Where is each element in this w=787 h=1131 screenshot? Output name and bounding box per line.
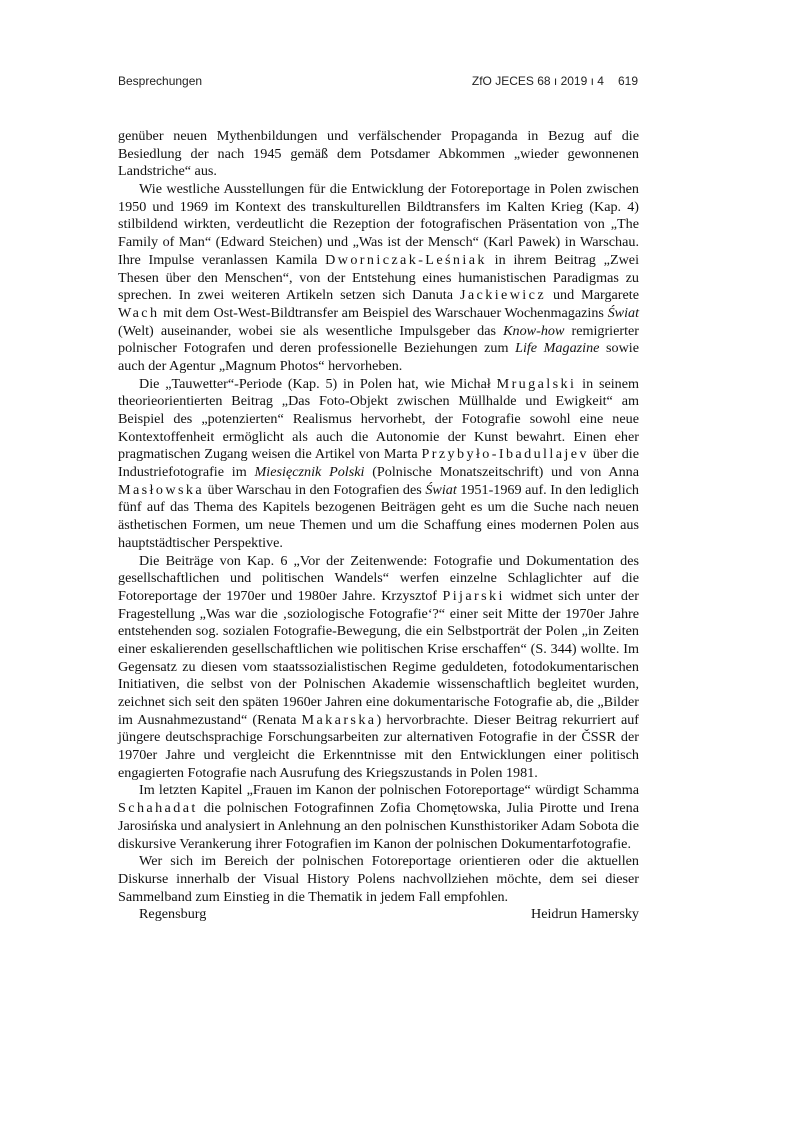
paragraph-3	[118, 376, 639, 553]
signature-author: Heidrun Hamersky	[531, 906, 639, 923]
author-name: Pijarski	[442, 587, 505, 604]
author-name: Przybyło-Ibadullajev	[421, 446, 589, 463]
paragraph-1	[118, 128, 639, 181]
author-name: Schahadat	[118, 800, 198, 817]
running-header	[118, 74, 638, 94]
text-run: Die „Tauwetter“-Periode (Kap. 5) in Polen hat, wie Michał	[139, 375, 497, 392]
text-run: Die Beiträge von Kap. 6 „Vor der Zeitenwende: Fotografie und Dokumentation des gesellschaftlichen und politischen Wandels“ werfen einzelne Schlaglichter auf die Fotoreportage der 1970er und 1980er Jahre. Krzysztof	[118, 552, 639, 604]
text-run: ) hervorbrachte. Dieser Beitrag rekurriert auf jüngere deutschsprachige Forschungsarbeiten zur alternativen Fotografie in der ČSSR der 1970er Jahre und vergleicht die Erkenntnisse mit den Entwicklungen einer politisch engagierten Fotografie nach Ausrufung des Kriegszustands in Polen 1981.	[118, 711, 639, 781]
author-name: Makarska	[301, 711, 377, 728]
author-name: Mrugalski	[496, 375, 577, 392]
review-body	[118, 128, 639, 924]
italic-title: Know-how	[503, 322, 565, 339]
text-run: Im letzten Kapitel „Frauen im Kanon der polnischen Fotoreportage“ würdigt Schamma	[139, 782, 639, 799]
journal-citation: ZfO JECES 68 ı 2019 ı 4	[471, 74, 604, 88]
text-run: über die Industriefotografie im	[118, 446, 639, 481]
paragraph-2	[118, 181, 639, 376]
text-run: über Warschau in den Fotografien des	[204, 481, 426, 498]
paragraph-4	[118, 553, 639, 783]
text-run: in seinem theorieorientierten Beitrag „Das Foto-Objekt zwischen Müllhalde und Ewigkeit“ am Beispiel des „potenzierten“ Realismus hervorhebt, der Fotografie sowohl eine neue Kontextoffenheit ermöglicht als auch die Autonomie der Kunst bewahrt. Einen eher pragmatischen Zugang weisen die Artikel von Marta	[118, 375, 640, 463]
italic-title: Life Magazine	[515, 340, 600, 357]
text-run: sowie auch der Agentur „Magnum Photos“ hervorheben.	[118, 340, 639, 374]
text-run: die polnischen Fotografinnen Zofia Chomętowska, Julia Pirotte und Irena Jarosińska und analysiert in Anlehnung an den polnischen Kunsthistoriker Adam Sobota die diskursive Verankerung ihrer Fotografien im Kanon der polnischen Dokumentarfotografie.	[118, 800, 639, 852]
author-name: Masłowska	[118, 481, 205, 498]
text-run: Wer sich im Bereich der polnischen Fotoreportage orientieren oder die aktuellen Diskurse innerhalb der Visual History Polens nachvollziehen möchte, dem sei dieser Sammelband zum Einstieg in die Thematik in jedem Fall empfohlen.	[118, 853, 639, 905]
italic-title: Świat	[607, 304, 639, 321]
paragraph-5	[118, 782, 639, 853]
page-number: 619	[617, 74, 638, 88]
text-run: in ihrem Beitrag „Zwei Thesen über den Menschen“, von der Entstehung eines humanistischen Paradigmas zu sprechen. In zwei weiteren Artikeln setzen sich Danuta	[118, 251, 639, 304]
paragraph-6	[118, 853, 639, 906]
signature-line	[139, 906, 639, 924]
italic-title: Miesięcznik Polski	[254, 464, 365, 481]
text-run: genüber neuen Mythenbildungen und verfälschender Propaganda in Bezug auf die Besiedlung der nach 1945 gemäß dem Potsdamer Abkommen „wieder gewonnenen Landstriche“ aus.	[118, 128, 639, 180]
section-title: Besprechungen	[118, 74, 203, 88]
text-run: Wie westliche Ausstellungen für die Entwicklung der Fotoreportage in Polen zwischen 1950 und 1969 im Kontext des transkulturellen Bildtransfers im Kalten Krieg (Kap. 4) stilbildend wirkten, verdeutlicht die Rezeption der fotografischen Präsentation von „The Family of Man“ (Edward Steichen) und „Was ist der Mensch“ (Karl Pawek) in Warschau. Ihre Impulse veranlassen Kamila	[118, 181, 639, 268]
text-run: widmet sich unter der Fragestellung „Was war die ‚soziologische Fotografie‘?“ einer seit Mitte der 1970er Jahre entstehenden sog. sozialen Fotografie-Bewegung, die ein Selbstporträt der Polen „in Zeiten einer eskalierenden gesellschaftlichen wie politischen Krise erschaffen“ (S. 344) wollte. Im Gegensatz zu diesen vom staatssozialistischen Regime geduldeten, fotodokumentarischen Initiativen, die selbst von der Polnischen Akademie wissenschaftlich begleitet wurden, zeichnet sich seit den späten 1960er Jahren eine dokumentarische Fotografie ab, die „Bilder im Ausnahmezustand“ (Renata	[118, 587, 639, 728]
signature-place: Regensburg	[139, 906, 207, 923]
author-name: Wach	[118, 304, 160, 321]
text-run: (Welt) auseinander, wobei sie als wesentliche Impulsgeber das	[118, 322, 504, 339]
journal-info	[472, 74, 638, 88]
text-run: und Margarete	[546, 287, 639, 304]
author-name: Jackiewicz	[459, 287, 546, 304]
text-run: 1951-1969 auf. In den lediglich fünf auf das Thema des Kapitels bezogenen Beiträgen geht es um die Suche nach neuen ästhetischen Formen, um neue Themen und um die Schaffung eines modernen Polen aus hauptstädtischer Perspektive.	[118, 481, 639, 551]
italic-title: Świat	[425, 481, 457, 498]
author-name: Dworniczak-Leśniak	[325, 251, 487, 268]
text-run: mit dem Ost-West-Bildtransfer am Beispiel des Warschauer Wochenmagazins	[159, 304, 608, 321]
text-run: remigrierter polnischer Fotografen und deren professionelle Beziehungen zum	[118, 322, 639, 357]
text-run: (Polnische Monatszeitschrift) und von Anna	[364, 464, 640, 481]
